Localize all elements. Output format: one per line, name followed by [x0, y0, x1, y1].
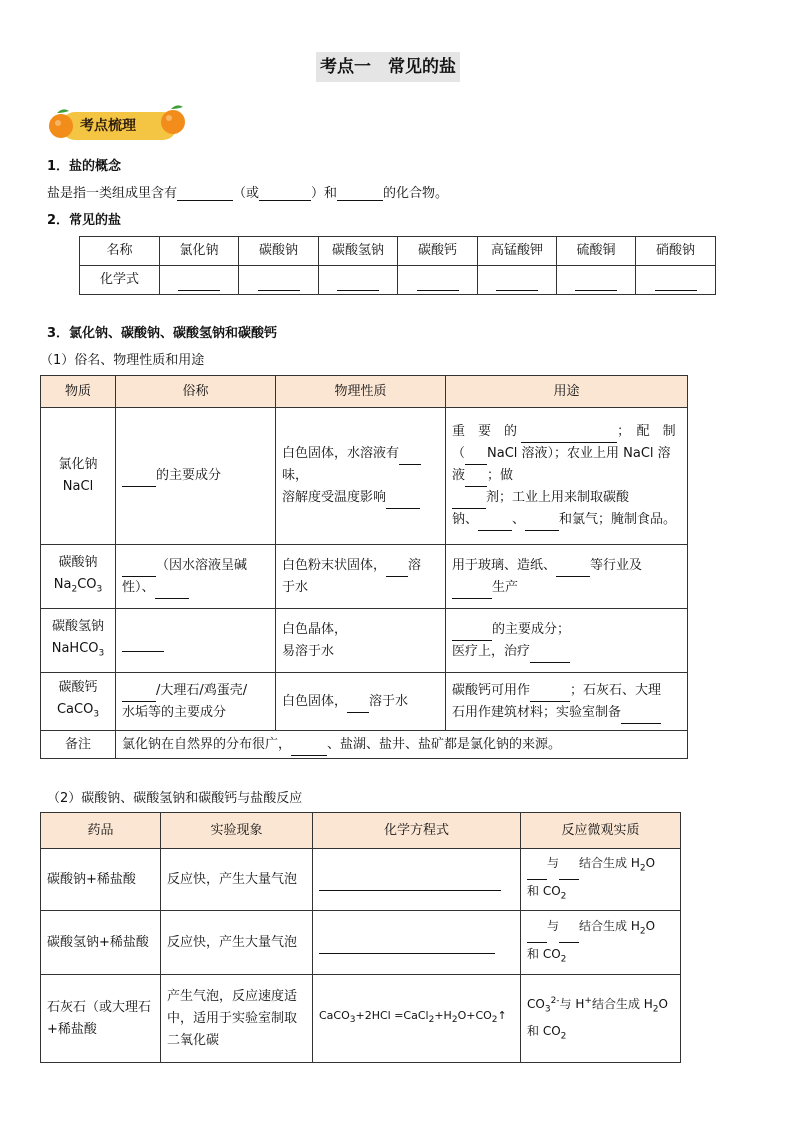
header-cell: 反应微观实质	[521, 813, 681, 849]
phenomenon-cell: 产生气泡，反应速度适 中，适用于实验室制取 二氧化碳	[161, 975, 313, 1063]
header-cell: 药品	[41, 813, 161, 849]
substance-cell: 碳酸钠 $Na_2CO_3$	[41, 545, 116, 609]
equation-blank-cell	[313, 849, 521, 911]
salt-name: 硫酸铜	[557, 237, 636, 266]
micro-cell: 与 结合生成 $H_2O$ 和 $CO_2$	[521, 849, 681, 911]
salt-name: 碳酸钠	[239, 237, 319, 266]
formula-row	[80, 266, 716, 295]
alias-cell	[116, 609, 276, 673]
substance-cell: 碳酸氢钠 NaHCO$_3$	[41, 609, 116, 673]
salt-name: 硝酸钠	[636, 237, 716, 266]
substance-cell: 碳酸钙 CaCO$_3$	[41, 673, 116, 731]
table-row	[41, 545, 688, 609]
use-cell: 碳酸钙可用作 ；石灰石、大理 石用作建筑材料；实验室制备	[446, 673, 688, 731]
phenomenon-cell: 反应快，产生大量气泡	[161, 911, 313, 975]
formula-label: 化学式	[80, 266, 160, 295]
reaction-table	[40, 812, 681, 1063]
formula-blank	[319, 266, 398, 295]
use-cell: 用于玻璃、造纸、 等行业及 生产	[446, 545, 688, 609]
properties-table	[40, 375, 688, 759]
badge-label: 考点梳理	[80, 118, 136, 134]
note-row	[41, 731, 688, 759]
alias-cell: （因水溶液呈碱 性）、	[116, 545, 276, 609]
micro-cell: 与 结合生成 $H_2O$ 和 $CO_2$	[521, 911, 681, 975]
table-row	[41, 975, 681, 1063]
name-label: 名称	[80, 237, 160, 266]
physical-cell: 白色固体， 溶于水	[276, 673, 446, 731]
formula-blank	[398, 266, 478, 295]
drug-cell: 碳酸氢钠+稀盐酸	[41, 911, 161, 975]
header-cell: 实验现象	[161, 813, 313, 849]
header-cell: 用途	[446, 376, 688, 408]
table-row	[41, 673, 688, 731]
table-row	[41, 911, 681, 975]
common-salts-table	[79, 236, 716, 295]
subsection-2-heading: （2）碳酸钠、碳酸氢钠和碳酸钙与盐酸反应	[47, 791, 303, 806]
salt-name: 碳酸钙	[398, 237, 478, 266]
section-3-heading: 3．氯化钠、碳酸钠、碳酸氢钠和碳酸钙	[47, 326, 278, 341]
drug-cell: 石灰石（或大理石 +稀盐酸	[41, 975, 161, 1063]
salt-name: 氯化钠	[160, 237, 239, 266]
formula-blank	[239, 266, 319, 295]
physical-cell: 白色固体，水溶液有味， 溶解度受温度影响	[276, 408, 446, 545]
page-title: 考点一 常见的盐	[316, 52, 460, 82]
formula-blank	[557, 266, 636, 295]
use-cell: 的主要成分； 医疗上，治疗	[446, 609, 688, 673]
header-cell: 化学方程式	[313, 813, 521, 849]
note-label: 备注	[41, 731, 116, 759]
salt-definition: 盐是指一类组成里含有 （或 ）和 的化合物。	[47, 186, 449, 201]
formula-blank	[636, 266, 716, 295]
physical-cell: 白色粉末状固体， 溶 于水	[276, 545, 446, 609]
note-cell: 氯化钠在自然界的分布很广， 、盐湖、盐井、盐矿都是氯化钠的来源。	[116, 731, 688, 759]
header-cell: 物质	[41, 376, 116, 408]
header-row	[41, 813, 681, 849]
table-row	[41, 609, 688, 673]
phenomenon-cell: 反应快，产生大量气泡	[161, 849, 313, 911]
salt-name: 碳酸氢钠	[319, 237, 398, 266]
table-row	[41, 849, 681, 911]
section-2-heading: 2．常见的盐	[47, 213, 122, 228]
alias-cell: 的主要成分	[116, 408, 276, 545]
header-row	[41, 376, 688, 408]
salt-name-row	[80, 237, 716, 266]
formula-blank	[160, 266, 239, 295]
formula-blank	[478, 266, 557, 295]
equation-blank-cell	[313, 911, 521, 975]
drug-cell: 碳酸钠+稀盐酸	[41, 849, 161, 911]
subsection-1-heading: （1）俗名、物理性质和用途	[40, 353, 205, 368]
equation-cell: CaCO$_3$+2HCl $=CaCl_2+H_2O+CO_2↑$	[313, 975, 521, 1063]
header-cell: 俗称	[116, 376, 276, 408]
substance-cell: 氯化钠 NaCl	[41, 408, 116, 545]
section-badge	[47, 104, 187, 144]
micro-cell: $CO_3^{2-}$与 H+结合生成 $H_2O$ 和 $CO_2$	[521, 975, 681, 1063]
alias-cell: /大理石/鸡蛋壳/ 水垢等的主要成分	[116, 673, 276, 731]
use-cell: 重 要 的 ； 配 制 （ NaCl 溶液）；农业上用 NaCl 溶 液 ；做 剂；工业上用来制取碳酸 钠、 、 和氯气；腌制食品。	[446, 408, 688, 545]
physical-cell: 白色晶体， 易溶于水	[276, 609, 446, 673]
header-cell: 物理性质	[276, 376, 446, 408]
table-row	[41, 408, 688, 545]
salt-name: 高锰酸钾	[478, 237, 557, 266]
section-1-heading: 1．盐的概念	[47, 159, 122, 174]
